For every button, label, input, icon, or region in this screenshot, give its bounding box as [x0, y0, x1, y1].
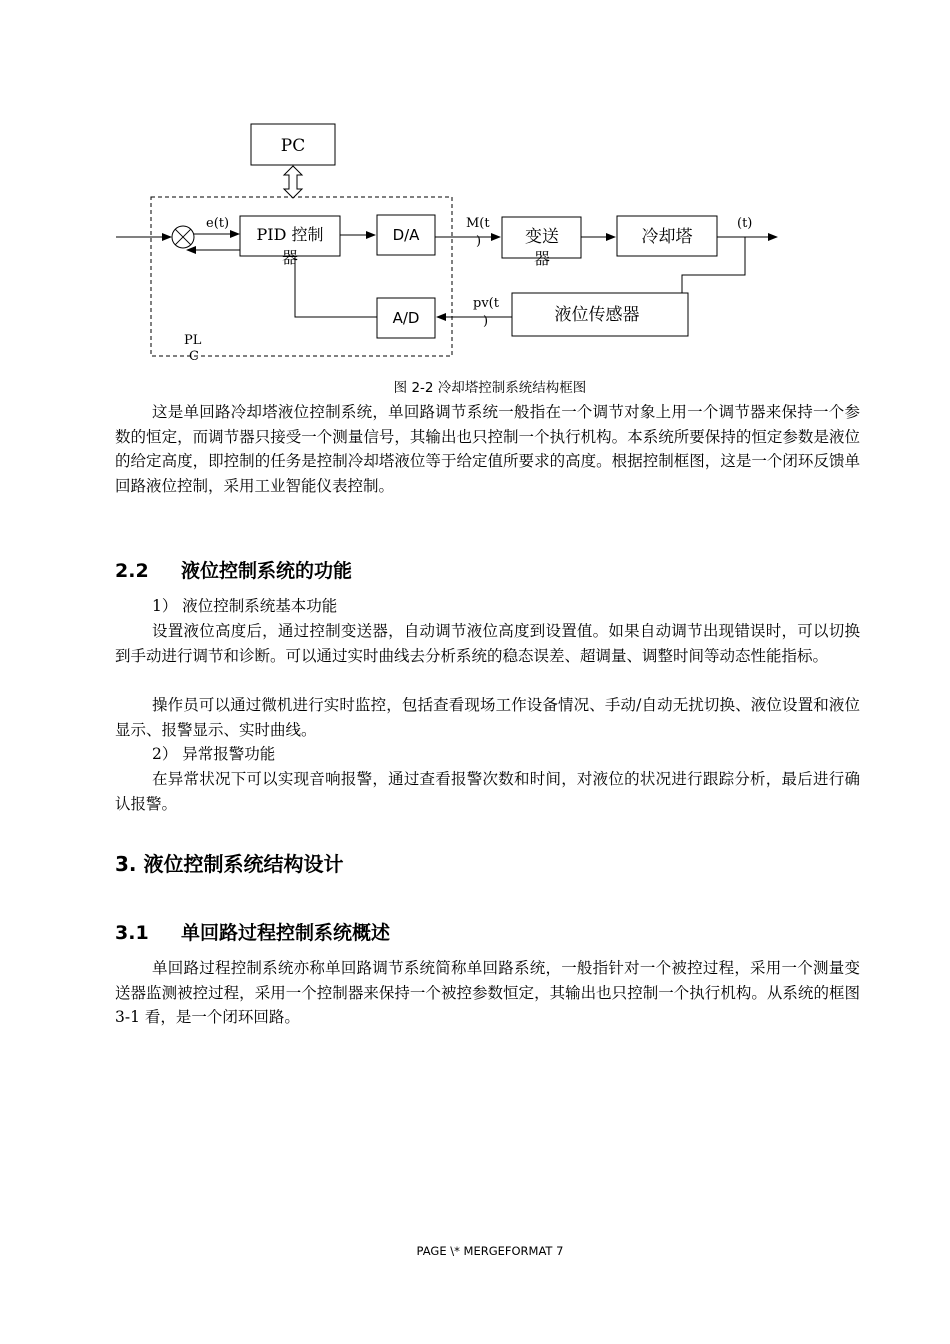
m-signal-label-wrap: )	[476, 234, 482, 249]
section-number: 3.1	[115, 922, 149, 944]
m-signal-label: M(t	[466, 216, 490, 231]
pc-plc-double-arrow	[284, 166, 302, 198]
pv-signal-label-wrap: )	[483, 314, 489, 329]
paragraph-intro: 这是单回路冷却塔液位控制系统，单回路调节系统一般指在一个调节对象上用一个调节器来保持一个参数的恒定，而调节器只接受一个测量信号，其输出也只控制一个执行机构。本系统所要保持的恒定参数是液位的给定高度，即控制的任务是控制冷却塔液位等于给定值所要求的高度。根据控制框图，这是一个闭环反馈单回路液位控制，采用工业智能仪表控制。	[115, 403, 860, 495]
transmitter-label: 变送	[525, 227, 559, 247]
section-heading-3-1	[115, 918, 390, 945]
plc-label-wrap: C	[189, 349, 199, 364]
section-title: 单回路过程控制系统概述	[181, 922, 391, 944]
output-signal-label: (t)	[737, 216, 753, 231]
da-label: D/A	[392, 226, 420, 244]
plc-label: PL	[184, 333, 202, 348]
section-heading-2-2	[115, 556, 352, 583]
paragraph-operator: 操作员可以通过微机进行实时监控，包括查看现场工作设备情况、手动/自动无扰切换、液位设置和液位显示、报警显示、实时曲线。	[115, 696, 860, 739]
section-heading-3: 3. 液位控制系统结构设计	[115, 852, 344, 876]
section-title: 液位控制系统的功能	[181, 560, 353, 582]
pc-label: PC	[280, 136, 306, 156]
transmitter-label-wrap: 器	[533, 249, 551, 268]
list-item-basic-function: 1） 液位控制系统基本功能	[152, 597, 338, 615]
pid-label: PID 控制	[256, 225, 324, 244]
paragraph-single-loop: 单回路过程控制系统亦称单回路调节系统简称单回路系统，一般指针对一个被控过程，采用一个测量变送器监测被控过程，采用一个控制器来保持一个被控参数恒定，其输出也只控制一个执行机构。从系统的框图 3-1 看，是一个闭环回路。	[115, 959, 860, 1026]
pv-signal-label: pv(t	[473, 296, 499, 311]
summing-junction	[172, 226, 194, 248]
list-item-alarm-function: 2） 异常报警功能	[152, 745, 276, 763]
ad-label: A/D	[392, 309, 420, 327]
level-sensor-label: 液位传感器	[554, 305, 640, 325]
figure-caption: 图 2-2 冷却塔控制系统结构框图	[393, 380, 587, 396]
paragraph-basic-function: 设置液位高度后，通过控制变送器，自动调节液位高度到设置值。如果自动调节出现错误时，可以切换到手动进行调节和诊断。可以通过实时曲线去分析系统的稳态误差、超调量、调整时间等动态性能指标。	[115, 622, 860, 665]
control-block-diagram	[0, 0, 950, 375]
ad-to-pid-line	[295, 256, 377, 317]
page-footer: PAGE \* MERGEFORMAT 7	[416, 1244, 564, 1258]
pid-label-wrap: 器	[281, 248, 299, 267]
section-number: 2.2	[115, 560, 149, 582]
paragraph-alarm: 在异常状况下可以实现音响报警，通过查看报警次数和时间，对液位的状况进行跟踪分析，最后进行确认报警。	[115, 770, 860, 813]
error-signal-label: e(t)	[206, 216, 230, 231]
cooling-tower-label: 冷却塔	[641, 227, 693, 247]
